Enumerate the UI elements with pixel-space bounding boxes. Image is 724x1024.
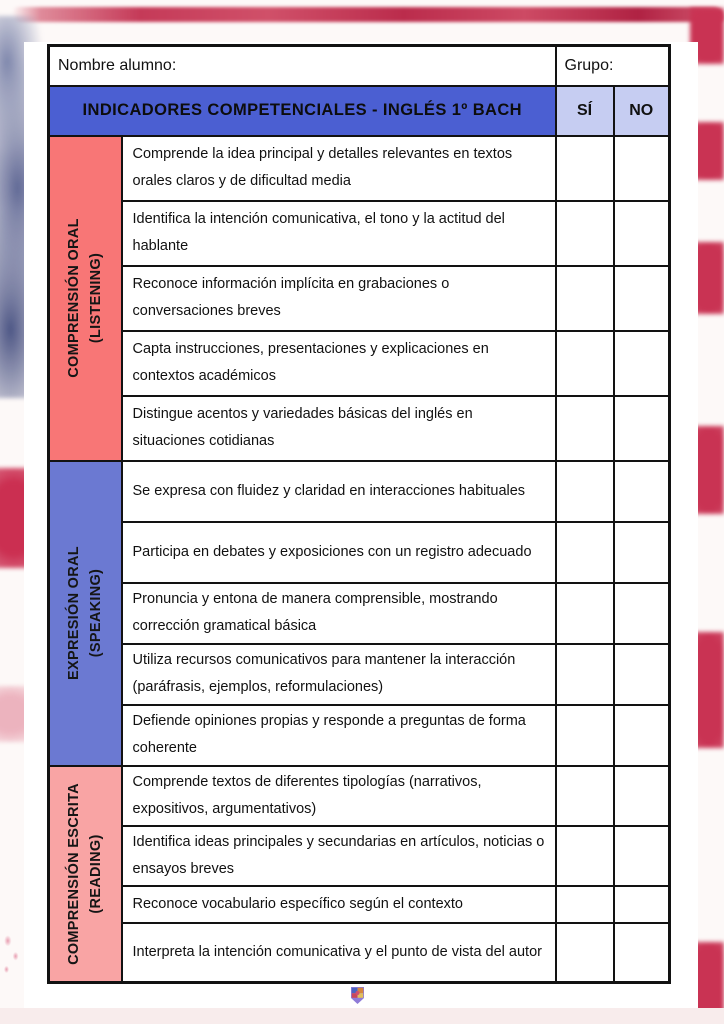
indicator-text: Reconoce información implícita en grabaciones o conversaciones breves	[122, 266, 556, 331]
watercolor-bottom-pink-strip	[0, 1008, 724, 1024]
watercolor-top-red-stripe	[12, 7, 724, 22]
indicator-text: Utiliza recursos comunicativos para mantener la interacción (paráfrasis, ejemplos, reformulaciones)	[122, 644, 556, 705]
school-crest-icon	[350, 992, 365, 1009]
si-checkbox-cell[interactable]	[556, 886, 614, 923]
indicator-row	[49, 522, 670, 583]
indicator-text: Participa en debates y exposiciones con un registro adecuado	[122, 522, 556, 583]
section-label-listening	[49, 136, 122, 461]
indicator-row	[49, 886, 670, 923]
section-label-line1: COMPRENSIÓN ORAL	[66, 218, 83, 378]
page-title: INDICADORES COMPETENCIALES - INGLÉS 1º BACH	[49, 86, 556, 136]
group-label: Grupo:	[564, 56, 614, 74]
indicator-text: Capta instrucciones, presentaciones y explicaciones en contextos académicos	[122, 331, 556, 396]
section-label-line2: (LISTENING)	[88, 252, 105, 344]
indicator-text: Comprende la idea principal y detalles relevantes en textos orales claros y de dificultad media	[122, 136, 556, 201]
no-checkbox-cell[interactable]	[614, 266, 670, 331]
si-checkbox-cell[interactable]	[556, 705, 614, 766]
section-label-speaking	[49, 461, 122, 766]
indicator-text: Pronuncia y entona de manera comprensible, mostrando corrección gramatical básica	[122, 583, 556, 644]
indicator-text: Identifica la intención comunicativa, el tono y la actitud del hablante	[122, 201, 556, 266]
indicator-row	[49, 644, 670, 705]
si-checkbox-cell[interactable]	[556, 396, 614, 461]
si-checkbox-cell[interactable]	[556, 826, 614, 886]
section-label-line2: (SPEAKING)	[88, 568, 105, 658]
no-checkbox-cell[interactable]	[614, 886, 670, 923]
no-checkbox-cell[interactable]	[614, 522, 670, 583]
page-card	[24, 42, 698, 1008]
si-checkbox-cell[interactable]	[556, 461, 614, 522]
no-checkbox-cell[interactable]	[614, 766, 670, 826]
no-checkbox-cell[interactable]	[614, 136, 670, 201]
no-checkbox-cell[interactable]	[614, 583, 670, 644]
footer	[47, 986, 668, 1010]
indicator-row	[49, 396, 670, 461]
section-label-line2: (READING)	[88, 834, 105, 914]
si-checkbox-cell[interactable]	[556, 136, 614, 201]
indicator-row	[49, 331, 670, 396]
indicator-row	[49, 266, 670, 331]
si-checkbox-cell[interactable]	[556, 644, 614, 705]
indicator-row	[49, 201, 670, 266]
indicator-row	[49, 826, 670, 886]
group-field[interactable]	[556, 46, 670, 86]
indicator-text: Comprende textos de diferentes tipologías (narrativos, expositivos, argumentativos)	[122, 766, 556, 826]
indicator-text: Distingue acentos y variedades básicas del inglés en situaciones cotidianas	[122, 396, 556, 461]
indicator-row	[49, 705, 670, 766]
watercolor-left-speckles	[0, 932, 26, 976]
si-checkbox-cell[interactable]	[556, 583, 614, 644]
si-checkbox-cell[interactable]	[556, 201, 614, 266]
section-label-line1: COMPRENSIÓN ESCRITA	[66, 782, 83, 965]
no-checkbox-cell[interactable]	[614, 923, 670, 983]
student-name-label: Nombre alumno:	[58, 56, 177, 74]
no-checkbox-cell[interactable]	[614, 826, 670, 886]
no-checkbox-cell[interactable]	[614, 201, 670, 266]
table-row	[49, 86, 670, 136]
indicator-row	[49, 766, 670, 826]
indicator-text: Se expresa con fluidez y claridad en interacciones habituales	[122, 461, 556, 522]
no-checkbox-cell[interactable]	[614, 644, 670, 705]
table-row	[49, 46, 670, 86]
indicator-row	[49, 583, 670, 644]
no-checkbox-cell[interactable]	[614, 331, 670, 396]
section-label-line1: EXPRESIÓN ORAL	[66, 546, 83, 680]
indicator-row	[49, 136, 670, 201]
no-checkbox-cell[interactable]	[614, 705, 670, 766]
indicator-text: Reconoce vocabulario específico según el contexto	[122, 886, 556, 923]
indicator-text: Identifica ideas principales y secundarias en artículos, noticias o ensayos breves	[122, 826, 556, 886]
si-checkbox-cell[interactable]	[556, 331, 614, 396]
no-column-header: NO	[614, 86, 670, 136]
indicator-text: Defiende opiniones propias y responde a preguntas de forma coherente	[122, 705, 556, 766]
si-checkbox-cell[interactable]	[556, 923, 614, 983]
no-checkbox-cell[interactable]	[614, 396, 670, 461]
si-checkbox-cell[interactable]	[556, 266, 614, 331]
section-label-reading	[49, 766, 122, 983]
si-checkbox-cell[interactable]	[556, 522, 614, 583]
indicator-text: Interpreta la intención comunicativa y el punto de vista del autor	[122, 923, 556, 983]
indicators-table	[47, 44, 671, 984]
yes-column-header: SÍ	[556, 86, 614, 136]
indicator-row	[49, 461, 670, 522]
si-checkbox-cell[interactable]	[556, 766, 614, 826]
student-name-field[interactable]	[49, 46, 556, 86]
no-checkbox-cell[interactable]	[614, 461, 670, 522]
indicator-row	[49, 923, 670, 983]
